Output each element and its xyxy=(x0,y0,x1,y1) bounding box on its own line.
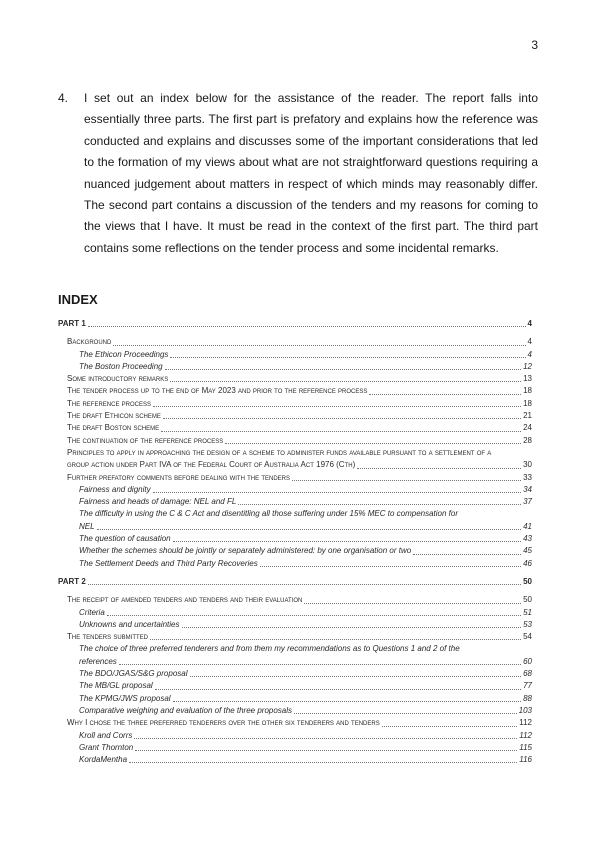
toc-entry-reference-process[interactable]: The reference process 18 xyxy=(67,398,532,408)
page-number: 3 xyxy=(531,38,538,52)
leader-dots xyxy=(173,701,522,702)
toc-entry-causation[interactable]: The question of causation 43 xyxy=(79,534,532,544)
leader-dots xyxy=(129,762,517,763)
leader-dots xyxy=(170,381,521,382)
leader-dots xyxy=(119,664,521,665)
leader-dots xyxy=(382,726,518,727)
leader-dots xyxy=(294,713,517,714)
toc-entry-mbgl-proposal[interactable]: The MB/GL proposal 77 xyxy=(79,681,532,691)
leader-dots xyxy=(135,750,517,751)
toc-entry-criteria[interactable]: Criteria 51 xyxy=(79,607,532,617)
leader-dots xyxy=(161,431,521,432)
leader-dots xyxy=(190,676,522,677)
leader-dots xyxy=(173,541,521,542)
leader-dots xyxy=(304,603,521,604)
toc-entry-principles[interactable]: group action under Part IVA of the Federal Court of Australia Act 1976 (Cth) 30 xyxy=(67,460,532,470)
paragraph-number: 4. xyxy=(58,91,69,105)
index-heading: INDEX xyxy=(58,292,98,307)
toc-entry-fairness-heads[interactable]: Fairness and heads of damage: NEL and FL 37 xyxy=(79,497,532,507)
leader-dots xyxy=(153,492,522,493)
toc-entry-choice[interactable]: references 60 xyxy=(79,656,532,666)
leader-dots xyxy=(357,468,521,469)
leader-dots xyxy=(150,639,521,640)
leader-dots xyxy=(155,689,521,690)
table-of-contents xyxy=(58,318,532,766)
leader-dots xyxy=(88,326,526,327)
leader-dots xyxy=(238,504,521,505)
toc-entry-tenders-submitted[interactable]: The tenders submitted 54 xyxy=(67,632,532,642)
toc-entry-kroll-corrs[interactable]: Kroll and Corrs 112 xyxy=(79,730,532,740)
toc-entry-difficulty[interactable]: NEL 41 xyxy=(79,521,532,531)
toc-entry-continuation[interactable]: The continuation of the reference process 28 xyxy=(67,435,532,445)
leader-dots xyxy=(413,554,521,555)
leader-dots xyxy=(165,369,521,370)
toc-entry-jointly[interactable]: Whether the schemes should be jointly or separately administered: by one organisation or two 45 xyxy=(79,546,532,556)
leader-dots xyxy=(88,584,521,585)
toc-entry-part-2[interactable]: PART 2 50 xyxy=(58,576,532,586)
leader-dots xyxy=(225,443,521,444)
leader-dots xyxy=(153,406,521,407)
toc-entry-comparative[interactable]: Comparative weighing and evaluation of the three proposals 103 xyxy=(79,705,532,715)
leader-dots xyxy=(113,345,525,346)
toc-entry-background[interactable]: Background 4 xyxy=(67,337,532,347)
toc-entry-settlement-deeds[interactable]: The Settlement Deeds and Third Party Recoveries 46 xyxy=(79,558,532,568)
toc-entry-draft-ethicon-scheme[interactable]: The draft Ethicon scheme 21 xyxy=(67,411,532,421)
toc-entry-part-1[interactable]: PART 1 4 xyxy=(58,319,532,328)
toc-entry-tender-process[interactable]: The tender process up to the end of May 2023 and prior to the reference process 18 xyxy=(67,386,532,396)
toc-entry-boston-proceeding[interactable]: The Boston Proceeding 12 xyxy=(79,361,532,371)
leader-dots xyxy=(107,615,521,616)
leader-dots xyxy=(292,480,521,481)
leader-dots xyxy=(134,738,517,739)
paragraph-text: I set out an index below for the assistance of the reader. The report falls into essentially three parts. The first part is prefatory and explains how the reference was conducted and explains and discusses some of the important considerations that led to the formation of my views about what are not straightforward questions requiring a nuanced judgement about matters in respect of which minds may reasonably differ. The second part contains a discussion of the tenders and my reasons for coming to the views that I have. It must be read in the context of the first part. The third part contains some reflections on the tender process and some incidental remarks. xyxy=(84,91,538,255)
toc-entry-kpmg-proposal[interactable]: The KPMG/JWS proposal 88 xyxy=(79,693,532,703)
toc-entry-bdo-proposal[interactable]: The BDO/JGAS/S&G proposal 68 xyxy=(79,669,532,679)
toc-entry-further-prefatory[interactable]: Further prefatory comments before dealing with the tenders 33 xyxy=(67,472,532,482)
leader-dots xyxy=(260,566,521,567)
toc-entry-introductory-remarks[interactable]: Some introductory remarks 13 xyxy=(67,374,532,384)
toc-entry-receipt[interactable]: The receipt of amended tenders and tenders and their evaluation 50 xyxy=(67,595,532,605)
leader-dots xyxy=(369,394,521,395)
toc-entry-difficulty-line1[interactable]: The difficulty in using the C & C Act and disentitling all those suffering under 15% MEC to compensation for xyxy=(79,509,459,519)
toc-entry-choice-line1[interactable]: The choice of three preferred tenderers and from them my recommendations as to Questions 1 and 2 of the xyxy=(79,644,460,654)
leader-dots xyxy=(170,357,525,358)
leader-dots xyxy=(163,418,521,419)
toc-entry-grant-thornton[interactable]: Grant Thornton 115 xyxy=(79,742,532,752)
toc-entry-unknowns[interactable]: Unknowns and uncertainties 53 xyxy=(79,619,532,629)
toc-entry-ethicon-proceedings[interactable]: The Ethicon Proceedings 4 xyxy=(79,349,532,359)
leader-dots xyxy=(182,627,522,628)
toc-entry-why-chose[interactable]: Why I chose the three preferred tenderers over the other six tenderers and tenders 112 xyxy=(67,718,532,728)
toc-entry-draft-boston-scheme[interactable]: The draft Boston scheme 24 xyxy=(67,423,532,433)
toc-entry-kordamentha[interactable]: KordaMentha 116 xyxy=(79,755,532,765)
toc-entry-fairness-dignity[interactable]: Fairness and dignity 34 xyxy=(79,484,532,494)
toc-entry-principles-line1[interactable]: Principles to apply in approaching the design of a scheme to administer funds available pursuant to a settlement of a xyxy=(67,447,492,457)
leader-dots xyxy=(97,529,522,530)
